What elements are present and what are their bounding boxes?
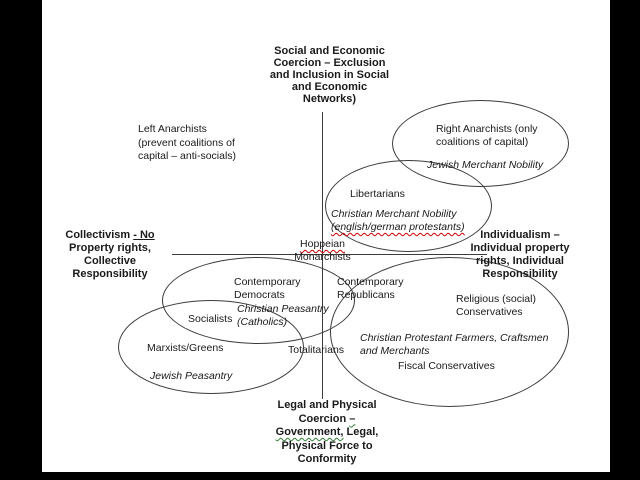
text-run: Coercion: [298, 412, 350, 425]
grammar-underlined-run: Government,: [275, 426, 344, 438]
text-line: Social and Economic: [274, 45, 385, 57]
label-christian-peasantry: [237, 303, 329, 329]
text-line: (Catholics): [237, 316, 288, 328]
text-line: Responsibility: [72, 268, 148, 280]
spellcheck-underlined-run: Hoppeian: [300, 238, 345, 250]
text-line: and Merchants: [360, 345, 430, 357]
text-line: Individualism –: [480, 229, 560, 241]
text-line: Contemporary: [234, 276, 301, 288]
text-line: and Economic: [291, 81, 368, 93]
text-line: Networks): [302, 93, 357, 105]
label-english-german-protestants: (english/german protestants): [331, 221, 465, 233]
text-line: [275, 238, 370, 251]
label-jewish-merchant-nobility: Jewish Merchant Nobility: [427, 159, 544, 171]
text-line: Christian Peasantry: [237, 303, 329, 315]
label-fiscal-conservatives: Fiscal Conservatives: [398, 360, 495, 372]
label-religious-conservatives: [456, 293, 536, 319]
text-line: (prevent coalitions of: [138, 136, 235, 149]
text-line: Conformity: [297, 453, 357, 465]
text-line: [252, 426, 402, 440]
text-line: Monarchists: [294, 251, 351, 263]
text-line: Property rights,: [69, 242, 151, 254]
text-line: Right Anarchists (only: [436, 123, 538, 135]
text-line: coalitions of capital): [436, 136, 529, 148]
label-left-anarchists: [138, 123, 236, 164]
underlined-text-run: - No: [133, 229, 155, 241]
label-marxists-greens: Marxists/Greens: [147, 342, 224, 354]
label-socialists: Socialists: [188, 313, 233, 325]
label-right-anarchists: [436, 123, 538, 149]
axis-label-left: [44, 229, 176, 281]
text-line: Left Anarchists: [138, 123, 207, 135]
axis-label-bottom: [252, 399, 402, 467]
document-page: [42, 0, 610, 472]
text-line: Conservatives: [456, 306, 523, 318]
axis-label-right: [454, 229, 586, 281]
text-line: [44, 229, 176, 242]
text-line: capital – anti-socials): [138, 150, 237, 162]
label-jewish-peasantry: Jewish Peasantry: [150, 370, 233, 382]
text-line: Religious (social): [456, 293, 536, 305]
grammar-underlined-run: –: [349, 412, 356, 425]
text-line: [252, 413, 402, 427]
label-contemporary-democrats: [234, 276, 301, 302]
text-line: Collective: [84, 255, 136, 267]
label-libertarians: Libertarians: [350, 188, 405, 200]
axis-label-top: [242, 45, 417, 105]
text-line: Individual property: [470, 242, 570, 254]
label-christian-protestant-farmers: [360, 332, 548, 358]
text-line: Coercion – Exclusion: [273, 57, 386, 69]
text-line: Democrats: [234, 289, 285, 301]
text-line: Responsibility: [482, 268, 558, 280]
label-christian-merchant-nobility: Christian Merchant Nobility: [331, 208, 457, 220]
text-line: Legal and Physical: [277, 399, 377, 411]
text-line: Christian Protestant Farmers, Craftsmen: [360, 332, 549, 344]
text-line: Republicans: [337, 289, 395, 301]
label-totalitarians: Totalitarians: [288, 344, 345, 356]
text-line: rights, Individual: [475, 255, 564, 267]
text-line: Contemporary: [337, 276, 404, 288]
text-line: and Inclusion in Social: [269, 69, 390, 81]
label-contemporary-republicans: [337, 276, 404, 302]
text-line: Physical Force to: [281, 439, 373, 452]
text-run: Collectivism: [65, 229, 134, 241]
label-hoppeian-monarchists: [275, 238, 370, 264]
text-run: Legal,: [343, 426, 379, 438]
